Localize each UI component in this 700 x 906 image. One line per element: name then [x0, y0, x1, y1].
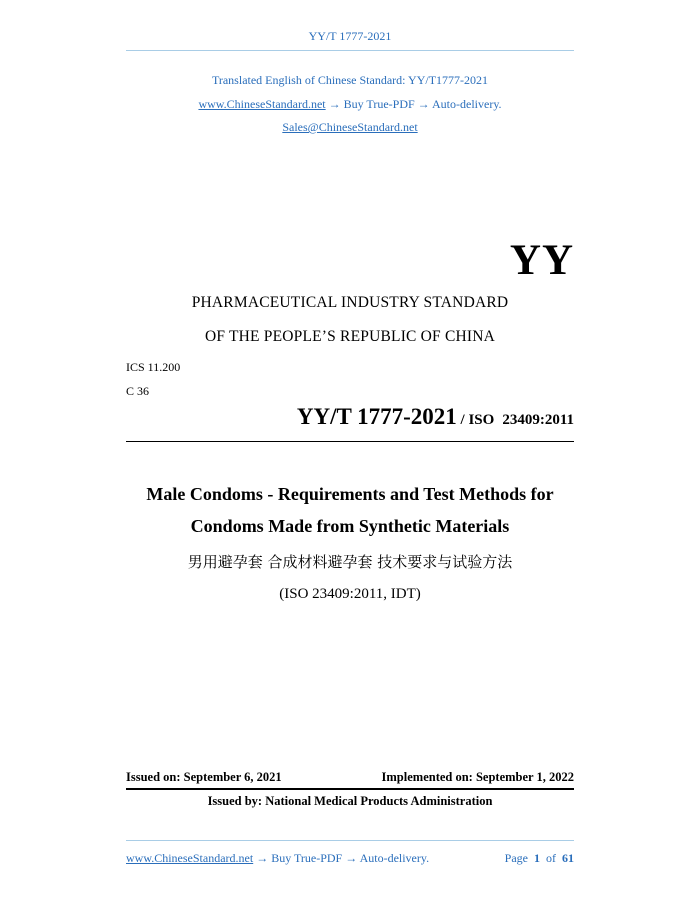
standard-separator: / — [456, 412, 469, 428]
iso-equivalence: (ISO 23409:2011, IDT) — [279, 586, 421, 602]
page-total: 61 — [562, 851, 574, 865]
iso-number: 23409:2011 — [502, 412, 574, 428]
issued-date: Issued on: September 6, 2021 — [126, 770, 282, 784]
translation-notice: Translated English of Chinese Standard: YY/T1777-2021 — [211, 73, 489, 87]
standard-divider — [126, 441, 574, 442]
implemented-date: Implemented on: September 1, 2022 — [381, 770, 574, 784]
buy-text: → Buy True-PDF → Auto-delivery. — [325, 97, 502, 111]
footer-site-link[interactable]: www.ChineseStandard.net — [126, 851, 254, 865]
page-indicator — [505, 851, 574, 866]
dates-divider — [126, 788, 574, 790]
industry-line-2: OF THE PEOPLE’S REPUBLIC OF CHINA — [204, 328, 496, 345]
yy-logo: YY — [509, 237, 574, 284]
industry-line-1: PHARMACEUTICAL INDUSTRY STANDARD — [191, 294, 509, 311]
email-link[interactable]: Sales@ChineseStandard.net — [282, 120, 418, 134]
ccs-code: C 36 — [126, 384, 150, 398]
footer-purchase-line — [126, 851, 429, 866]
title-line-1: Male Condoms - Requirements and Test Methods for — [146, 484, 554, 504]
site-link[interactable]: www.ChineseStandard.net — [198, 97, 326, 111]
footer-buy-text: → Buy True-PDF → Auto-delivery. — [253, 851, 430, 865]
standard-number-main: YY/T 1777-2021 — [296, 404, 457, 429]
page-label: Page — [504, 851, 528, 865]
page-current: 1 — [534, 851, 540, 865]
page-of: of — [546, 851, 556, 865]
header-divider — [126, 50, 574, 51]
standard-number — [297, 404, 574, 430]
footer-divider — [126, 840, 574, 841]
title-line-2: Condoms Made from Synthetic Materials — [190, 516, 510, 536]
chinese-title: 男用避孕套 合成材料避孕套 技术要求与试验方法 — [187, 553, 513, 571]
purchase-line — [0, 97, 700, 112]
header-standard-code: YY/T 1777-2021 — [308, 29, 392, 43]
iso-prefix: ISO — [468, 412, 495, 428]
ics-code: ICS 11.200 — [126, 360, 181, 374]
email-line — [0, 120, 700, 135]
issued-by: Issued by: National Medical Products Administration — [207, 794, 493, 808]
